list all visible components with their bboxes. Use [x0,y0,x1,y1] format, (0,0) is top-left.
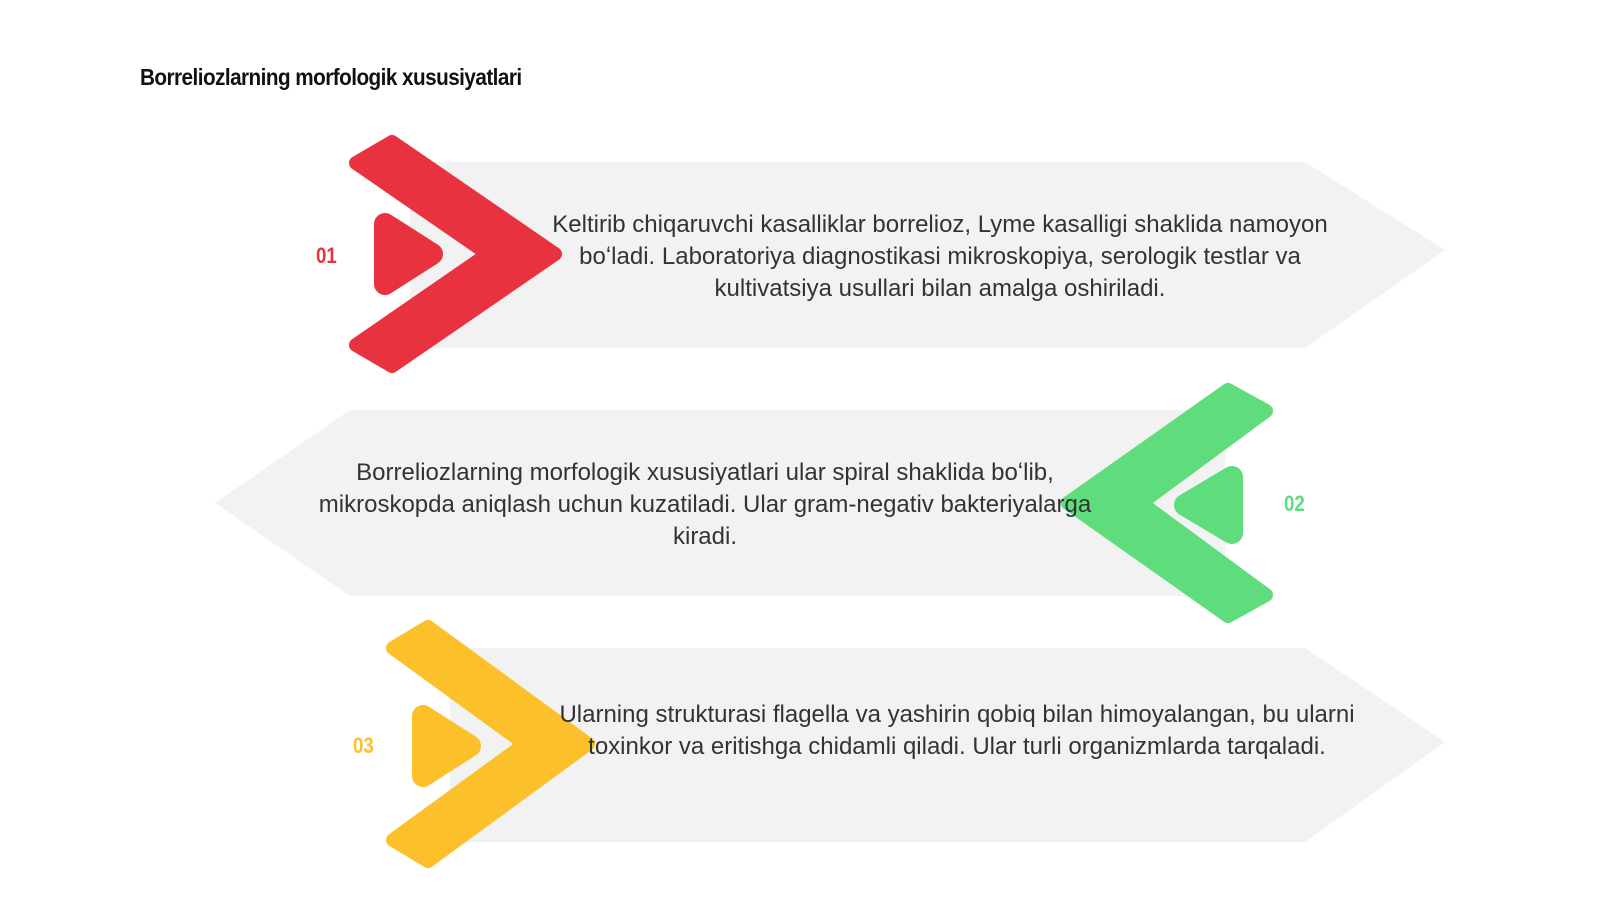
step-3-number: 03 [353,733,374,758]
step-1-number: 01 [316,243,337,268]
step-2-number: 02 [1284,491,1305,516]
step-1-text: Keltirib chiqaruvchi kasalliklar borrelioz, Lyme kasalligi shaklida namoyon boʻladi. Laboratoriya diagnostikasi mikroskopiya, serologik testlar va kultivatsiya usullari bilan amalga oshiriladi. [552,211,1328,302]
step-2-text: Borreliozlarning morfologik xususiyatlari ular spiral shaklida boʻlib, mikroskopda aniqlash uchun kuzatiladi. Ular gram-negativ bakteriyalarga kiradi. [318,459,1092,550]
page-title: Borreliozlarning morfologik xususiyatlari [140,64,522,90]
step-3-text: Ularning strukturasi flagella va yashirin qobiq bilan himoyalangan, bu ularni toxinkor va eritishga chidamli qiladi. Ular turli organizmlarda tarqaladi. [559,701,1355,760]
